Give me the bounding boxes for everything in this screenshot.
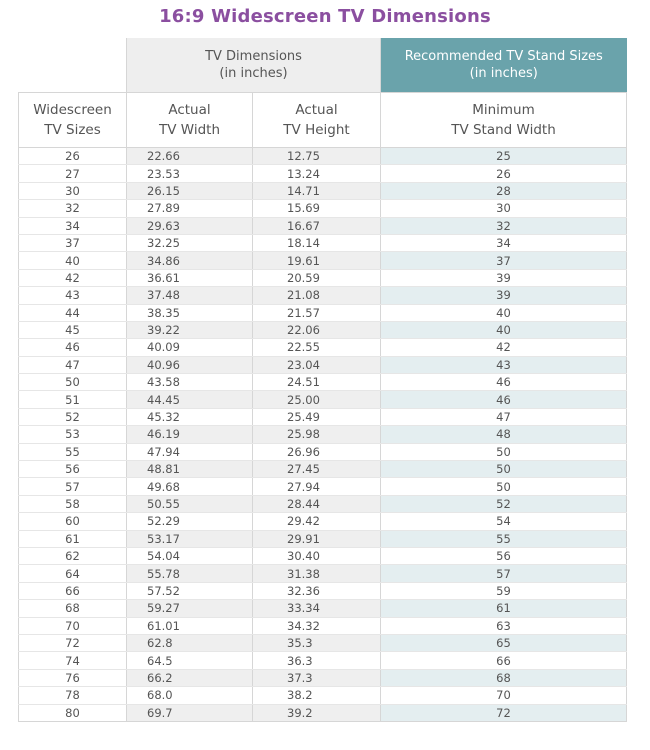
table-row — [19, 634, 627, 651]
group-header-empty — [19, 38, 127, 93]
table-row — [19, 374, 627, 391]
cell-tv-width: 61.01 — [127, 617, 253, 634]
cell-tv-height: 30.40 — [253, 547, 381, 564]
cell-stand-width: 46 — [381, 391, 627, 408]
cell-tv-size: 37 — [19, 234, 127, 251]
page-title: 16:9 Widescreen TV Dimensions — [159, 6, 491, 27]
cell-tv-width: 43.58 — [127, 374, 253, 391]
cell-tv-width: 44.45 — [127, 391, 253, 408]
cell-tv-size: 68 — [19, 600, 127, 617]
cell-tv-height: 15.69 — [253, 200, 381, 217]
table-row — [19, 321, 627, 338]
group-dims-unit: (in inches) — [219, 66, 288, 81]
cell-tv-height: 20.59 — [253, 269, 381, 286]
cell-tv-width: 32.25 — [127, 234, 253, 251]
cell-tv-width: 27.89 — [127, 200, 253, 217]
cell-stand-width: 37 — [381, 252, 627, 269]
cell-tv-width: 26.15 — [127, 182, 253, 199]
cell-tv-size: 27 — [19, 165, 127, 182]
cell-tv-width: 69.7 — [127, 704, 253, 721]
cell-tv-height: 21.08 — [253, 287, 381, 304]
cell-stand-width: 59 — [381, 582, 627, 599]
cell-tv-height: 22.55 — [253, 339, 381, 356]
cell-tv-size: 72 — [19, 634, 127, 651]
cell-tv-height: 23.04 — [253, 356, 381, 373]
col-size-line1: Widescreen — [33, 102, 112, 118]
cell-tv-height: 25.98 — [253, 426, 381, 443]
cell-tv-width: 62.8 — [127, 634, 253, 651]
col-stand-line1: Minimum — [472, 102, 535, 118]
cell-tv-size: 46 — [19, 339, 127, 356]
cell-tv-size: 60 — [19, 513, 127, 530]
cell-tv-size: 70 — [19, 617, 127, 634]
col-height-line1: Actual — [295, 102, 338, 118]
cell-stand-width: 50 — [381, 443, 627, 460]
cell-tv-width: 49.68 — [127, 478, 253, 495]
cell-stand-width: 34 — [381, 234, 627, 251]
cell-tv-width: 29.63 — [127, 217, 253, 234]
col-height-line2: TV Height — [283, 122, 350, 138]
group-stand-label: Recommended TV Stand Sizes — [404, 49, 603, 64]
cell-stand-width: 46 — [381, 374, 627, 391]
cell-tv-width: 39.22 — [127, 321, 253, 338]
col-width-line1: Actual — [168, 102, 211, 118]
table-body — [19, 148, 627, 722]
cell-tv-height: 12.75 — [253, 148, 381, 165]
table-row — [19, 547, 627, 564]
cell-stand-width: 40 — [381, 304, 627, 321]
cell-tv-size: 64 — [19, 565, 127, 582]
table-row — [19, 356, 627, 373]
cell-stand-width: 42 — [381, 339, 627, 356]
table-row — [19, 426, 627, 443]
cell-tv-height: 37.3 — [253, 669, 381, 686]
cell-stand-width: 61 — [381, 600, 627, 617]
cell-stand-width: 72 — [381, 704, 627, 721]
col-size-line2: TV Sizes — [44, 122, 101, 138]
cell-tv-size: 66 — [19, 582, 127, 599]
cell-tv-height: 36.3 — [253, 652, 381, 669]
group-header-row — [19, 38, 627, 93]
cell-tv-size: 32 — [19, 200, 127, 217]
cell-tv-width: 66.2 — [127, 669, 253, 686]
cell-stand-width: 47 — [381, 408, 627, 425]
cell-stand-width: 50 — [381, 478, 627, 495]
cell-stand-width: 40 — [381, 321, 627, 338]
cell-stand-width: 43 — [381, 356, 627, 373]
cell-stand-width: 39 — [381, 269, 627, 286]
cell-tv-size: 42 — [19, 269, 127, 286]
table-row — [19, 461, 627, 478]
table-row — [19, 304, 627, 321]
table-row — [19, 234, 627, 251]
cell-tv-height: 25.49 — [253, 408, 381, 425]
table-row — [19, 582, 627, 599]
cell-tv-height: 35.3 — [253, 634, 381, 651]
cell-tv-height: 29.91 — [253, 530, 381, 547]
column-header-row — [19, 93, 627, 148]
table-row — [19, 269, 627, 286]
cell-stand-width: 68 — [381, 669, 627, 686]
cell-tv-size: 80 — [19, 704, 127, 721]
cell-tv-height: 27.94 — [253, 478, 381, 495]
cell-tv-size: 47 — [19, 356, 127, 373]
cell-stand-width: 66 — [381, 652, 627, 669]
cell-tv-size: 40 — [19, 252, 127, 269]
table-row — [19, 252, 627, 269]
cell-tv-size: 58 — [19, 495, 127, 512]
table-row — [19, 391, 627, 408]
cell-tv-size: 76 — [19, 669, 127, 686]
table-row — [19, 704, 627, 721]
table-row — [19, 687, 627, 704]
cell-tv-size: 62 — [19, 547, 127, 564]
cell-tv-size: 74 — [19, 652, 127, 669]
cell-stand-width: 52 — [381, 495, 627, 512]
table-row — [19, 217, 627, 234]
table-row — [19, 165, 627, 182]
cell-tv-size: 45 — [19, 321, 127, 338]
cell-tv-width: 48.81 — [127, 461, 253, 478]
cell-tv-width: 50.55 — [127, 495, 253, 512]
cell-stand-width: 57 — [381, 565, 627, 582]
cell-tv-height: 31.38 — [253, 565, 381, 582]
cell-stand-width: 56 — [381, 547, 627, 564]
cell-tv-width: 57.52 — [127, 582, 253, 599]
cell-tv-height: 24.51 — [253, 374, 381, 391]
cell-tv-size: 51 — [19, 391, 127, 408]
cell-tv-height: 39.2 — [253, 704, 381, 721]
cell-tv-size: 44 — [19, 304, 127, 321]
cell-tv-width: 52.29 — [127, 513, 253, 530]
cell-stand-width: 48 — [381, 426, 627, 443]
cell-tv-height: 38.2 — [253, 687, 381, 704]
cell-tv-size: 56 — [19, 461, 127, 478]
cell-tv-size: 53 — [19, 426, 127, 443]
table-row — [19, 565, 627, 582]
cell-tv-width: 47.94 — [127, 443, 253, 460]
cell-tv-height: 26.96 — [253, 443, 381, 460]
cell-stand-width: 63 — [381, 617, 627, 634]
cell-stand-width: 26 — [381, 165, 627, 182]
cell-tv-width: 38.35 — [127, 304, 253, 321]
table-row — [19, 287, 627, 304]
cell-tv-width: 55.78 — [127, 565, 253, 582]
column-header-tv-size — [19, 93, 127, 148]
column-header-stand-width — [381, 93, 627, 148]
cell-tv-width: 40.09 — [127, 339, 253, 356]
group-dims-label: TV Dimensions — [205, 49, 302, 64]
table-row — [19, 600, 627, 617]
table-row — [19, 617, 627, 634]
cell-stand-width: 54 — [381, 513, 627, 530]
table-row — [19, 495, 627, 512]
table-row — [19, 182, 627, 199]
cell-tv-height: 16.67 — [253, 217, 381, 234]
cell-tv-size: 50 — [19, 374, 127, 391]
table-row — [19, 669, 627, 686]
table-row — [19, 148, 627, 165]
table-row — [19, 200, 627, 217]
cell-tv-size: 78 — [19, 687, 127, 704]
tv-dimensions-table — [18, 38, 627, 722]
cell-tv-size: 55 — [19, 443, 127, 460]
cell-tv-width: 53.17 — [127, 530, 253, 547]
cell-tv-height: 34.32 — [253, 617, 381, 634]
cell-tv-width: 34.86 — [127, 252, 253, 269]
cell-tv-size: 34 — [19, 217, 127, 234]
table-row — [19, 408, 627, 425]
cell-tv-height: 29.42 — [253, 513, 381, 530]
cell-stand-width: 25 — [381, 148, 627, 165]
cell-tv-width: 68.0 — [127, 687, 253, 704]
table-row — [19, 478, 627, 495]
cell-stand-width: 30 — [381, 200, 627, 217]
column-header-tv-height — [253, 93, 381, 148]
cell-tv-height: 18.14 — [253, 234, 381, 251]
table-row — [19, 530, 627, 547]
cell-tv-size: 52 — [19, 408, 127, 425]
cell-tv-size: 61 — [19, 530, 127, 547]
cell-tv-width: 54.04 — [127, 547, 253, 564]
table-row — [19, 443, 627, 460]
cell-tv-height: 25.00 — [253, 391, 381, 408]
column-header-tv-width — [127, 93, 253, 148]
cell-stand-width: 28 — [381, 182, 627, 199]
group-header-recommended-stand — [381, 38, 627, 93]
cell-tv-width: 22.66 — [127, 148, 253, 165]
cell-tv-height: 28.44 — [253, 495, 381, 512]
cell-tv-height: 14.71 — [253, 182, 381, 199]
col-width-line2: TV Width — [159, 122, 220, 138]
cell-tv-height: 33.34 — [253, 600, 381, 617]
cell-tv-width: 46.19 — [127, 426, 253, 443]
cell-stand-width: 70 — [381, 687, 627, 704]
table-row — [19, 339, 627, 356]
cell-stand-width: 50 — [381, 461, 627, 478]
cell-tv-height: 13.24 — [253, 165, 381, 182]
cell-stand-width: 32 — [381, 217, 627, 234]
cell-tv-size: 57 — [19, 478, 127, 495]
cell-tv-width: 23.53 — [127, 165, 253, 182]
cell-tv-size: 26 — [19, 148, 127, 165]
cell-tv-width: 37.48 — [127, 287, 253, 304]
table-row — [19, 513, 627, 530]
cell-tv-width: 64.5 — [127, 652, 253, 669]
cell-tv-height: 19.61 — [253, 252, 381, 269]
cell-stand-width: 39 — [381, 287, 627, 304]
group-header-tv-dimensions — [127, 38, 381, 93]
cell-tv-size: 30 — [19, 182, 127, 199]
cell-tv-size: 43 — [19, 287, 127, 304]
group-stand-unit: (in inches) — [469, 66, 538, 81]
table-row — [19, 652, 627, 669]
col-stand-line2: TV Stand Width — [451, 122, 556, 138]
cell-tv-height: 32.36 — [253, 582, 381, 599]
cell-stand-width: 55 — [381, 530, 627, 547]
cell-tv-width: 40.96 — [127, 356, 253, 373]
cell-tv-height: 22.06 — [253, 321, 381, 338]
cell-tv-width: 45.32 — [127, 408, 253, 425]
cell-tv-height: 27.45 — [253, 461, 381, 478]
cell-tv-width: 36.61 — [127, 269, 253, 286]
cell-stand-width: 65 — [381, 634, 627, 651]
cell-tv-height: 21.57 — [253, 304, 381, 321]
cell-tv-width: 59.27 — [127, 600, 253, 617]
